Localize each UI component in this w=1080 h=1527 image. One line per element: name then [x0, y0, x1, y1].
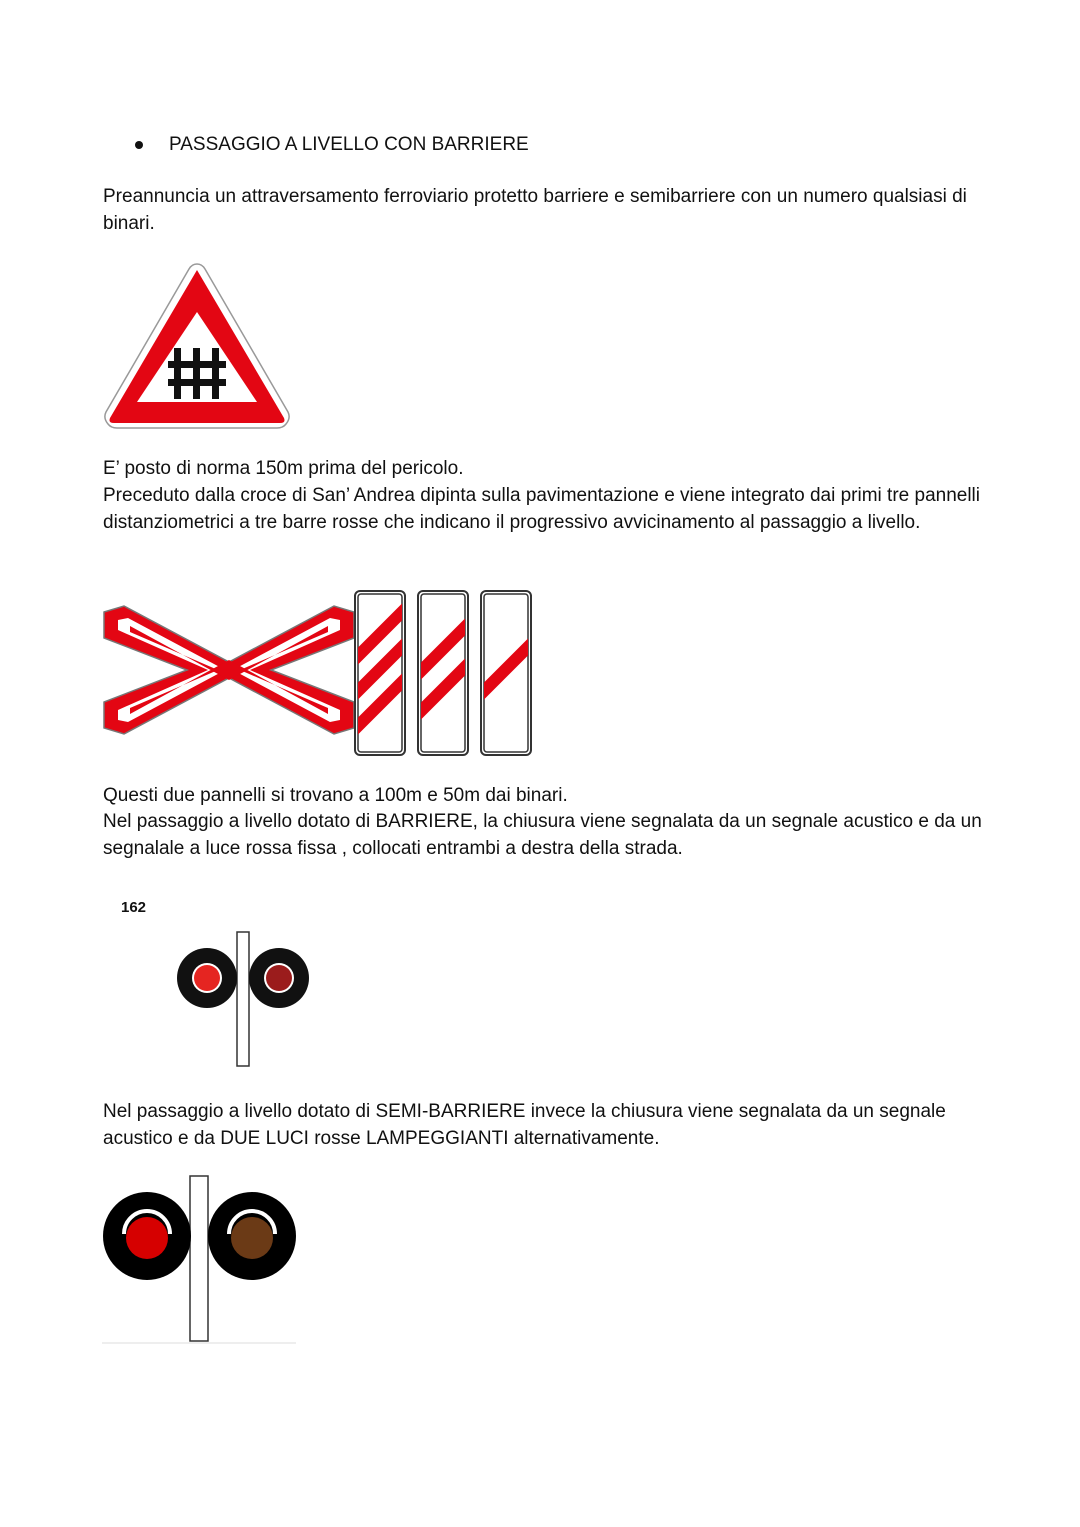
signal-number-label: 162: [121, 899, 147, 916]
fixed-red-light-signal-icon: [175, 928, 311, 1068]
panels-line-2: Nel passaggio a livello dotato di BARRIERE, la chiusura viene segnalata da un segnale acustico e da un segnalale a luce rossa fissa , collocati entrambi a destra della strada.: [103, 811, 982, 859]
flashing-red-lights-signal-icon: [100, 1172, 300, 1348]
distance-panel-one-bar-icon: [470, 591, 532, 755]
panels-line-1: Questi due pannelli si trovano a 100m e 50m dai binari.: [103, 785, 568, 806]
distance-panel-three-bars-icon: [354, 591, 414, 755]
distance-panels-group: [354, 590, 532, 756]
intro-paragraph: Preannuncia un attraversamento ferroviario protetto barriere e semibarriere con un numero qualsiasi di binari.: [103, 186, 967, 234]
level-crossing-barriers-sign-icon: [100, 260, 294, 432]
st-andrews-cross-icon: [100, 600, 358, 740]
distance-panel-two-bars-icon: [407, 591, 477, 755]
placement-line-2: Preceduto dalla croce di San’ Andrea dipinta sulla pavimentazione e viene integrato dai primi tre pannelli distanziometrici a tre barre rosse che indicano il progressivo avvicinamento al passaggio a livello.: [103, 485, 980, 533]
bullet-icon: [135, 141, 143, 149]
section-heading: [135, 131, 529, 158]
placement-line-1: E’ posto di norma 150m prima del pericolo.: [103, 458, 464, 479]
semi-barriers-paragraph: Nel passaggio a livello dotato di SEMI-BARRIERE invece la chiusura viene segnalata da un segnale acustico e da DUE LUCI rosse LAMPEGGIANTI alternativamente.: [103, 1101, 946, 1149]
section-heading-text: PASSAGGIO A LIVELLO CON BARRIERE: [169, 134, 529, 155]
